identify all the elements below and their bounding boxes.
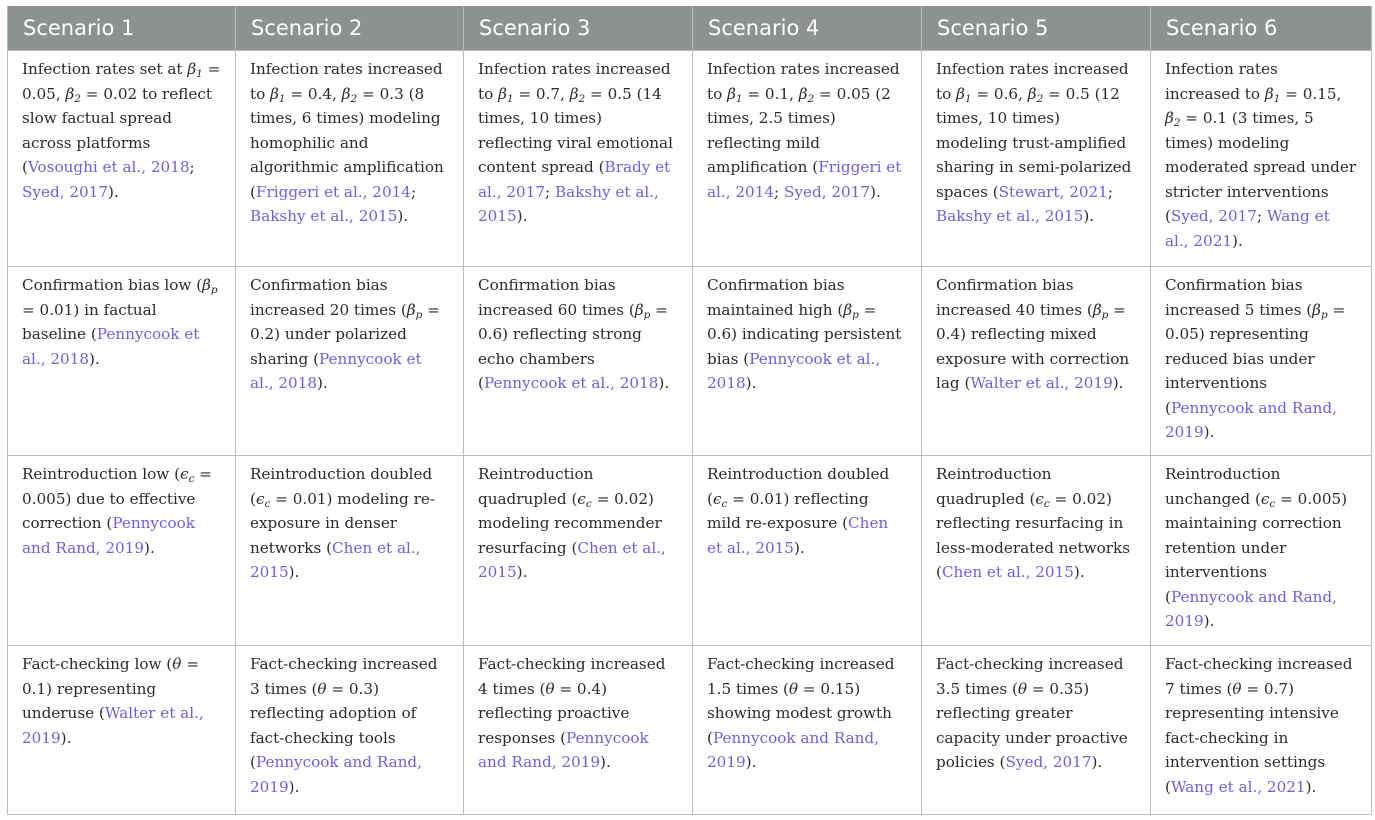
- citation-link[interactable]: Pennycook and Rand, 2019: [22, 514, 195, 557]
- citation-link[interactable]: Pennycook et al., 2018: [707, 349, 881, 392]
- cell-text: = 0.05,: [22, 60, 221, 103]
- row-reintroduction: [8, 456, 1372, 646]
- cell-text: Fact-checking increased 3.5 times (: [936, 655, 1124, 698]
- citation-link[interactable]: Pennycook and Rand, 2019: [1165, 398, 1337, 441]
- cell: [236, 456, 464, 646]
- math-symbol: θ: [545, 679, 555, 698]
- header-scenario-2: Scenario 2: [236, 6, 464, 51]
- cell: [8, 646, 236, 815]
- cell-text: ;: [1107, 182, 1113, 201]
- cell-text: = 0.01) in factual baseline (: [22, 300, 157, 343]
- math-symbol: β: [727, 84, 736, 103]
- cell-text: = 0.02) modeling recommender resurfacing (: [478, 489, 662, 557]
- citation-link[interactable]: Pennycook and Rand, 2019: [250, 753, 422, 796]
- cell: [464, 51, 693, 267]
- header-scenario-6: Scenario 6: [1151, 6, 1372, 51]
- cell-text: = 0.4) reflecting proactive responses (: [478, 679, 630, 747]
- cell-text: ;: [410, 182, 417, 201]
- cell-text: Infection rates increased to: [478, 60, 671, 103]
- citation-link[interactable]: Walter et al., 2019: [22, 704, 204, 747]
- cell-text: = 0.005) due to effective correction (: [22, 465, 213, 532]
- cell-text: = 0.7) representing intensive fact-checking in intervention settings (: [1165, 679, 1339, 796]
- citation-link[interactable]: Chen et al., 2015: [250, 538, 421, 581]
- math-symbol: β: [1264, 84, 1274, 103]
- citation-link[interactable]: Walter et al., 2019: [970, 374, 1113, 392]
- math-symbol: β: [406, 300, 416, 319]
- math-symbol: θ: [172, 655, 182, 673]
- cell-text: Infection rates set at: [22, 60, 188, 78]
- cell-text: ).: [793, 538, 805, 557]
- cell-text: ).: [600, 753, 611, 771]
- cell: [464, 646, 693, 815]
- cell: [693, 456, 922, 646]
- citation-link[interactable]: Chen et al., 2015: [707, 514, 889, 557]
- math-symbol: ϵ: [712, 489, 722, 508]
- cell-text: ).: [1073, 563, 1085, 581]
- cell-text: ).: [60, 728, 72, 747]
- math-symbol: β: [1165, 109, 1174, 127]
- cell-text: ).: [1091, 753, 1103, 771]
- citation-link[interactable]: Wang et al., 2021: [1165, 207, 1330, 250]
- math-subscript: 2: [74, 92, 81, 105]
- cell: [693, 51, 922, 267]
- cell-text: ;: [545, 182, 555, 201]
- cell-text: ).: [317, 374, 328, 392]
- cell-text: Fact-checking increased 7 times (: [1165, 655, 1353, 698]
- citation-link[interactable]: Pennycook et al., 2018: [483, 374, 659, 392]
- cell-text: ).: [745, 374, 757, 392]
- math-symbol: ϵ: [1035, 489, 1044, 508]
- cell: [1151, 267, 1372, 456]
- math-subscript: 1: [278, 92, 286, 105]
- cell-text: Reintroduction quadrupled (: [478, 465, 594, 508]
- cell-text: ).: [1112, 374, 1124, 392]
- cell-text: = 0.1) representing underuse (: [22, 655, 199, 722]
- cell-text: ).: [288, 563, 300, 581]
- cell: [8, 51, 236, 267]
- cell-text: = 0.1 (3 times, 5 times) modeling moderated spread under stricter interventions (: [1165, 109, 1357, 225]
- math-subscript: 1: [1273, 92, 1281, 105]
- cell-text: ).: [1083, 207, 1095, 225]
- cell: [1151, 646, 1372, 815]
- math-subscript: 1: [735, 92, 743, 105]
- math-subscript: 2: [807, 92, 815, 105]
- scenario-table: [7, 6, 1372, 815]
- cell: [922, 267, 1151, 456]
- cell: [922, 646, 1151, 815]
- header-scenario-5: Scenario 5: [922, 6, 1151, 51]
- cell-text: = 0.7,: [513, 84, 570, 103]
- cell-text: Reintroduction unchanged (: [1165, 465, 1281, 508]
- cell-text: ).: [108, 182, 119, 201]
- citation-link[interactable]: Bakshy et al., 2015: [936, 207, 1084, 225]
- cell-text: = 0.05) representing reduced bias under interventions (: [1165, 300, 1346, 417]
- math-subscript: c: [1269, 497, 1276, 510]
- citation-link[interactable]: Friggeri et al., 2014: [255, 182, 411, 201]
- cell-text: = 0.15) showing modest growth (: [707, 679, 892, 747]
- math-symbol: ϵ: [577, 489, 586, 508]
- math-symbol: β: [634, 300, 644, 319]
- math-subscript: p: [852, 308, 859, 321]
- citation-link[interactable]: Pennycook and Rand, 2019: [478, 728, 649, 771]
- citation-link[interactable]: Pennycook and Rand, 2019: [1165, 587, 1337, 630]
- citation-link[interactable]: Pennycook et al., 2018: [22, 325, 200, 368]
- math-subscript: 1: [196, 68, 203, 80]
- citation-link[interactable]: Pennycook and Rand, 2019: [707, 728, 879, 771]
- cell: [693, 646, 922, 815]
- citation-link[interactable]: Wang et al., 2021: [1170, 777, 1306, 796]
- row-confirmation-bias: [8, 267, 1372, 456]
- cell-text: ).: [397, 207, 409, 225]
- cell-text: Confirmation bias increased 5 times (: [1165, 276, 1313, 319]
- cell-text: Infection rates increased to: [250, 60, 443, 103]
- cell-text: Fact-checking low (: [22, 655, 173, 673]
- header-row: [8, 6, 1372, 51]
- cell-text: Confirmation bias increased 40 times (: [936, 276, 1093, 319]
- citation-link[interactable]: Syed, 2017: [1170, 207, 1257, 225]
- cell: [922, 51, 1151, 267]
- cell-text: Reintroduction doubled (: [250, 465, 433, 508]
- math-symbol: β: [1312, 300, 1321, 319]
- cell-text: Infection rates increased to: [936, 60, 1129, 103]
- cell-text: Reintroduction doubled (: [707, 465, 890, 508]
- citation-link[interactable]: Vosoughi et al., 2018: [27, 158, 190, 176]
- header-scenario-1: Scenario 1: [8, 6, 236, 51]
- cell: [236, 646, 464, 815]
- cell-text: = 0.01) modeling re-exposure in denser networks (: [250, 489, 435, 557]
- cell-text: = 0.5 (12 times, 10 times) modeling trust-amplified sharing in semi-polarized spaces (: [936, 84, 1132, 201]
- math-symbol: β: [1027, 84, 1037, 103]
- cell-text: Fact-checking increased 4 times (: [478, 655, 666, 698]
- math-subscript: c: [721, 497, 728, 510]
- math-subscript: p: [415, 308, 423, 321]
- math-symbol: β: [498, 84, 507, 103]
- cell-text: Infection rates increased to: [707, 60, 900, 103]
- cell-text: = 0.2) under polarized sharing (: [250, 300, 440, 368]
- cell-text: ).: [658, 374, 670, 392]
- math-symbol: β: [202, 276, 211, 294]
- cell-text: = 0.005) maintaining correction retention under interventions (: [1165, 489, 1348, 606]
- math-subscript: 1: [964, 92, 972, 105]
- header-scenario-3: Scenario 3: [464, 6, 693, 51]
- cell-text: Infection rates increased to: [1165, 60, 1278, 103]
- math-symbol: β: [956, 84, 965, 103]
- math-subscript: 2: [1173, 117, 1181, 129]
- cell-text: Confirmation bias increased 20 times (: [250, 276, 407, 319]
- cell-text: = 0.3) reflecting adoption of fact-checking tools (: [250, 679, 417, 771]
- math-subscript: c: [585, 497, 592, 510]
- row-fact-checking: [8, 646, 1372, 815]
- cell-text: Reintroduction low (: [22, 465, 181, 483]
- math-subscript: p: [1320, 308, 1328, 321]
- math-subscript: p: [1101, 308, 1109, 321]
- math-symbol: β: [187, 60, 197, 78]
- cell: [8, 267, 236, 456]
- citation-link[interactable]: Chen et al., 2015: [941, 563, 1074, 581]
- cell-text: Fact-checking increased 3 times (: [250, 655, 438, 698]
- math-symbol: θ: [1017, 679, 1028, 698]
- header-scenario-4: Scenario 4: [693, 6, 922, 51]
- cell-text: = 0.02) reflecting resurfacing in less-moderated networks (: [936, 489, 1131, 581]
- cell-text: Fact-checking increased 1.5 times (: [707, 655, 895, 698]
- cell: [236, 267, 464, 456]
- cell-text: = 0.02 to reflect slow factual spread across platforms (: [22, 84, 213, 176]
- citation-link[interactable]: Brady et al., 2017: [478, 158, 671, 201]
- cell-text: ).: [1203, 423, 1215, 441]
- math-symbol: β: [65, 84, 75, 103]
- cell: [693, 267, 922, 456]
- cell-text: ).: [144, 538, 155, 557]
- math-symbol: ϵ: [1260, 489, 1270, 508]
- cell: [464, 456, 693, 646]
- cell-text: = 0.05 (2 times, 2.5 times) reflecting mild amplification (: [707, 84, 891, 176]
- math-symbol: β: [1092, 300, 1102, 319]
- cell-text: = 0.01) reflecting mild re-exposure (: [707, 489, 869, 532]
- cell-text: = 0.15,: [1280, 84, 1342, 103]
- citation-link[interactable]: Syed, 2017: [1005, 753, 1092, 771]
- cell-text: ).: [89, 349, 100, 368]
- cell-text: = 0.3 (8 times, 6 times) modeling homophilic and algorithmic amplification (: [250, 84, 444, 201]
- cell-text: Confirmation bias low (: [22, 276, 203, 294]
- cell: [8, 456, 236, 646]
- math-subscript: p: [210, 284, 218, 296]
- math-symbol: β: [569, 84, 579, 103]
- cell-text: ).: [288, 777, 300, 796]
- math-symbol: β: [843, 300, 853, 319]
- math-symbol: β: [341, 84, 351, 103]
- cell-text: ).: [1203, 612, 1215, 630]
- math-subscript: c: [188, 473, 195, 485]
- citation-link[interactable]: Chen et al., 2015: [478, 538, 666, 581]
- citation-link[interactable]: Pennycook et al., 2018: [250, 349, 422, 392]
- cell-text: Reintroduction quadrupled (: [936, 465, 1052, 508]
- math-symbol: ϵ: [255, 489, 265, 508]
- cell-text: = 0.4) reflecting mixed exposure with correction lag (: [936, 300, 1130, 392]
- cell-text: = 0.6) indicating persistent bias (: [707, 300, 902, 368]
- math-symbol: θ: [317, 679, 327, 698]
- cell-text: = 0.5 (14 times, 10 times) reflecting viral emotional content spread (: [478, 84, 673, 176]
- citation-link[interactable]: Friggeri et al., 2014: [707, 158, 902, 201]
- math-symbol: θ: [788, 679, 799, 698]
- citation-link[interactable]: Bakshy et al., 2015: [250, 207, 398, 225]
- cell-text: = 0.35) reflecting greater capacity under proactive policies (: [936, 679, 1128, 771]
- cell-text: = 0.4,: [285, 84, 342, 103]
- citation-link[interactable]: Syed, 2017: [784, 182, 871, 201]
- cell-text: ;: [774, 182, 784, 201]
- cell-text: = 0.6) reflecting strong echo chambers (: [478, 300, 668, 392]
- math-subscript: 2: [1036, 92, 1044, 105]
- cell-text: ).: [870, 182, 881, 201]
- citation-link[interactable]: Bakshy et al., 2015: [478, 182, 659, 225]
- math-subscript: c: [264, 497, 271, 510]
- cell-text: = 0.6,: [971, 84, 1028, 103]
- cell-text: ;: [189, 158, 195, 176]
- math-subscript: 2: [350, 92, 358, 105]
- math-subscript: c: [1043, 497, 1050, 510]
- cell-text: ).: [516, 563, 528, 581]
- math-subscript: 2: [578, 92, 586, 105]
- cell-text: ;: [1256, 207, 1267, 225]
- math-symbol: ϵ: [180, 465, 189, 483]
- cell: [1151, 456, 1372, 646]
- cell-text: ).: [516, 207, 528, 225]
- cell: [922, 456, 1151, 646]
- math-symbol: θ: [1232, 679, 1242, 698]
- citation-link[interactable]: Syed, 2017: [22, 182, 109, 201]
- cell: [236, 51, 464, 267]
- citation-link[interactable]: Stewart, 2021: [998, 182, 1108, 201]
- cell-text: ).: [1232, 231, 1243, 250]
- cell-text: = 0.1,: [742, 84, 799, 103]
- cell-text: Confirmation bias increased 60 times (: [478, 276, 635, 319]
- math-subscript: p: [643, 308, 651, 321]
- cell: [464, 267, 693, 456]
- math-subscript: 1: [506, 92, 514, 105]
- math-symbol: β: [798, 84, 808, 103]
- cell: [1151, 51, 1372, 267]
- math-symbol: β: [270, 84, 279, 103]
- cell-text: Confirmation bias maintained high (: [707, 276, 845, 319]
- row-infection-rates: [8, 51, 1372, 267]
- cell-text: ).: [1305, 777, 1317, 796]
- cell-text: ).: [745, 753, 757, 771]
